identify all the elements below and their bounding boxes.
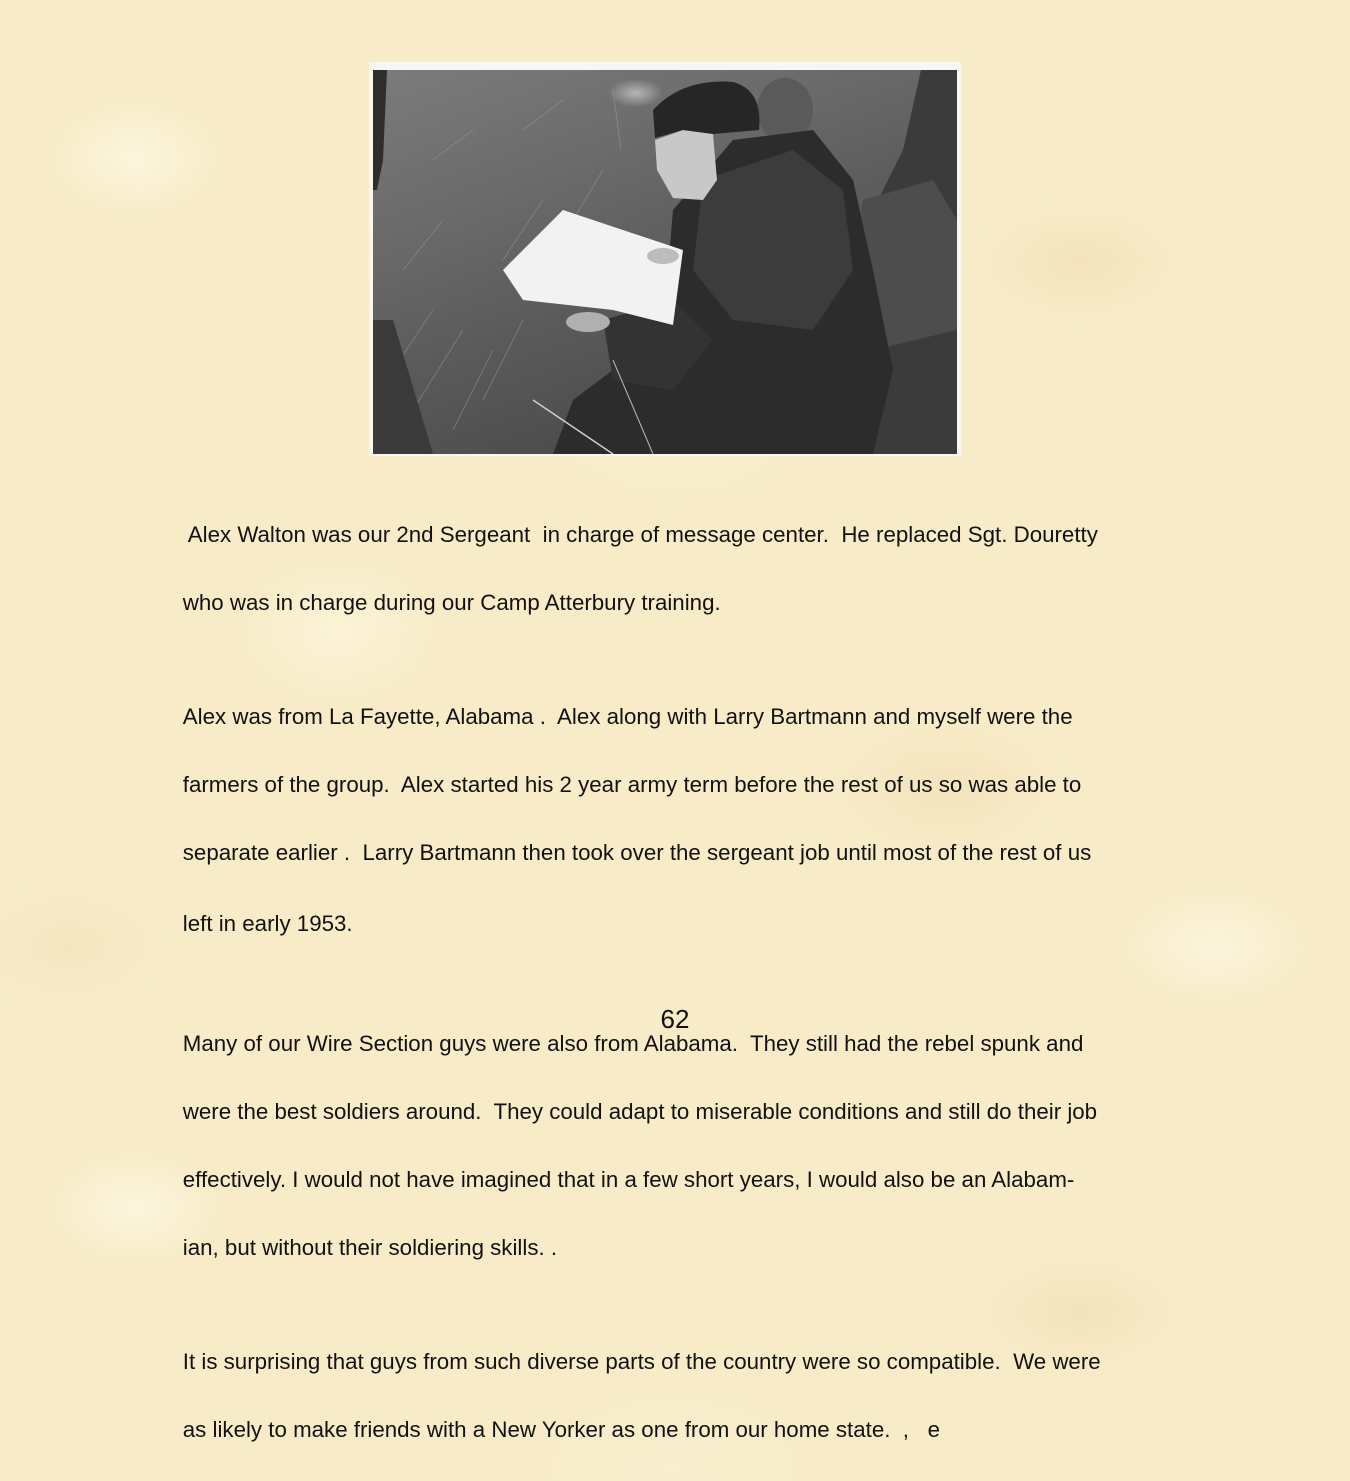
text-line: effectively. I would not have imagined that in a few short years, I would also be an Alabam- [182,1167,1075,1192]
photo-frame [369,62,961,456]
text-line: Alex was from La Fayette, Alabama . Alex along with Larry Bartmann and myself were the [182,704,1073,729]
text-line: farmers of the group. Alex started his 2 year army term before the rest of us so was able to [182,772,1082,797]
text-line: as likely to make friends with a New Yorker as one from our home state. , e [182,1417,940,1442]
text-line: separate earlier . Larry Bartmann then took over the sergeant job until most of the rest of us [182,840,1092,865]
page-number: 62 [660,1004,690,1034]
text-line: left in early 1953. [182,911,353,936]
paragraph-3 [158,993,1198,1299]
text-line: Many of our Wire Section guys were also from Alabama. They still had the rebel spunk and [182,1031,1084,1056]
text-line: ian, but without their soldiering skills. . [182,1235,558,1260]
paragraph-2 [158,666,1198,978]
paragraph-4 [158,1311,1198,1481]
photo-illustration [373,70,957,454]
text-line: were the best soldiers around. They could adapt to miserable conditions and still do their job [182,1099,1098,1124]
text-line: Alex Walton was our 2nd Sergeant in charge of message center. He replaced Sgt. Douretty [182,522,1098,547]
body-text [158,484,1198,1481]
text-line: It is surprising that guys from such diverse parts of the country were so compatible. We were [182,1349,1101,1374]
paragraph-1 [158,484,1198,654]
soldier-reading-photo [373,70,957,454]
text-line: who was in charge during our Camp Atterbury training. [182,590,721,615]
